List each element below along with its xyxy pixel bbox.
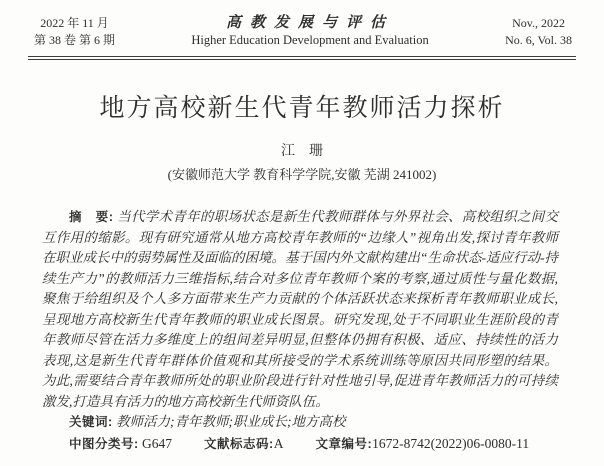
clc-value: G647 <box>138 435 173 451</box>
article-id-label: 文章编号: <box>315 436 373 451</box>
header-double-rule <box>28 56 576 60</box>
article-id-value: 1672-8742(2022)06-0080-11 <box>372 435 530 451</box>
journal-date-cn: 2022 年 11 月 <box>40 16 109 30</box>
author-name: 江 珊 <box>281 144 323 159</box>
keywords-text: 教师活力;青年教师;职业成长;地方高校 <box>112 414 346 429</box>
journal-header-right <box>505 15 572 49</box>
journal-header-left <box>34 15 115 49</box>
doc-code-label: 文献标志码: <box>204 436 274 451</box>
journal-header <box>28 14 576 56</box>
journal-issue-en: No. 6, Vol. 38 <box>505 33 572 47</box>
article-title: 地方高校新生代青年教师活力探析 <box>99 95 505 122</box>
journal-date-en: Nov., 2022 <box>512 16 565 30</box>
keywords-line <box>42 412 558 433</box>
journal-title-en: Higher Education Development and Evaluation <box>191 33 429 47</box>
abstract-text: 当代学术青年的职场状态是新生代教师群体与外界社会、高校组织之间交互作用的缩影。现有研究通常从地方高校青年教师的“边缘人”视角出发,探讨青年教师在职业成长中的弱势属性及面临的困境。基于国内外文献构建出“生命状态-适应行动-持续生产力”的教师活力三维指标,结合对多位青年教师个案的考察,通过质性与量化数据,聚焦于给组织及个人多方面带来生产力贡献的个体活跃状态来探析青年教师职业成长,呈现地方高校新生代青年教师的职业成长图景。研究发现,处于不同职业生涯阶段的青年教师尽管在活力多维度上的组间差异明显,但整体仍拥有积极、适应、持续性的活力表现,这是新生代青年群体价值观和其所接受的学术系统训练等原因共同形塑的结果。为此,需要结合青年教师所处的职业阶段进行针对性地引导,促进青年教师活力的可持续激发,打造具有活力的地方高校新生代师资队伍。 <box>42 209 559 409</box>
keywords-label: 关键词: <box>69 415 113 429</box>
abstract-paragraph <box>42 207 558 412</box>
journal-title-cn: 高教发展与评估 <box>226 15 395 31</box>
meta-line <box>42 434 558 455</box>
author-affiliation: (安徽师范大学 教育科学学院,安徽 芜湖 241002) <box>167 167 437 182</box>
journal-issue-cn: 第 38 卷 第 6 期 <box>34 33 116 47</box>
abstract-label: 摘 要: <box>69 210 114 224</box>
clc-label: 中图分类号: <box>69 436 139 451</box>
doc-code-value: A <box>273 435 284 451</box>
journal-header-center <box>191 14 428 49</box>
